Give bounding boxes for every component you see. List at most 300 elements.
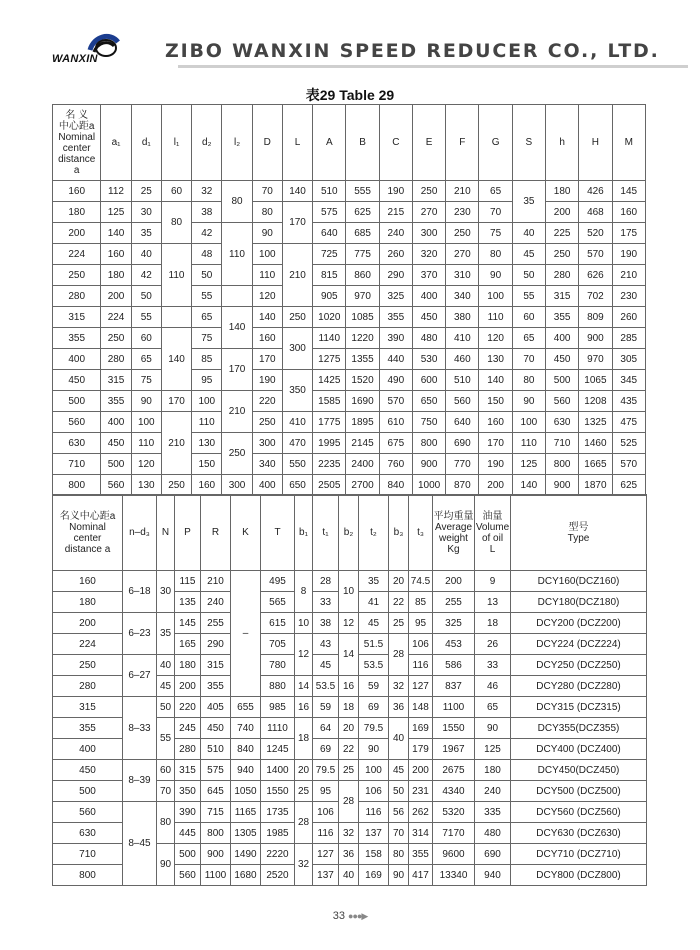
- table-cell: 468: [579, 202, 612, 223]
- table-cell: 158: [359, 844, 389, 865]
- table-cell: 53.5: [359, 655, 389, 676]
- table-cell: 50: [192, 265, 222, 286]
- table-cell: 510: [201, 739, 231, 760]
- table-cell: 260: [612, 307, 645, 328]
- table-cell: 145: [175, 613, 201, 634]
- header-cell: l₁: [161, 105, 191, 181]
- table-row: [53, 370, 646, 391]
- table-cell: 69: [359, 697, 389, 718]
- table-cell: 9600: [433, 844, 475, 865]
- table-cell: 75: [192, 328, 222, 349]
- table-cell: 450: [53, 370, 101, 391]
- table-cell: DCY160(DCZ160): [511, 571, 647, 592]
- header-cell: h: [546, 105, 579, 181]
- table-cell: 970: [579, 349, 612, 370]
- table-cell: 1550: [261, 781, 295, 802]
- table-cell: 65: [131, 349, 161, 370]
- table-cell: 45: [313, 655, 339, 676]
- table-cell: 1208: [579, 391, 612, 412]
- table-cell: 160: [479, 412, 512, 433]
- table-cell: 100: [192, 391, 222, 412]
- table-cell: 4340: [433, 781, 475, 802]
- header-cell: 名义中心距a Nominal center distance a: [53, 495, 123, 571]
- table-cell: 20: [389, 571, 409, 592]
- header-cell: b₁: [295, 495, 313, 571]
- table-cell: 6–23: [123, 613, 157, 655]
- table-cell: 1895: [346, 412, 379, 433]
- table-row: [53, 328, 646, 349]
- table-cell: 100: [131, 412, 161, 433]
- table-cell: 760: [379, 454, 412, 475]
- table-cell: 650: [412, 391, 445, 412]
- table-cell: 140: [512, 475, 545, 496]
- table-cell: 40: [389, 718, 409, 760]
- table-cell: 640: [313, 223, 346, 244]
- table-cell: 645: [201, 781, 231, 802]
- header-cell: T: [261, 495, 295, 571]
- table-cell: 8–33: [123, 697, 157, 760]
- table-cell: 125: [475, 739, 511, 760]
- table-cell: 224: [53, 244, 101, 265]
- table-cell: 6–27: [123, 655, 157, 697]
- table-row: [53, 181, 646, 202]
- table-cell: 100: [479, 286, 512, 307]
- table-cell: 250: [101, 328, 131, 349]
- table-cell: 170: [479, 433, 512, 454]
- table-cell: 985: [261, 697, 295, 718]
- table-cell: 740: [231, 718, 261, 739]
- table-cell: 80: [222, 181, 252, 223]
- table-cell: 940: [231, 760, 261, 781]
- table-cell: 800: [53, 865, 123, 886]
- table-cell: 90: [252, 223, 282, 244]
- table-cell: 80: [389, 844, 409, 865]
- table-cell: 16: [295, 697, 313, 718]
- table-cell: 1325: [579, 412, 612, 433]
- table-cell: 880: [261, 676, 295, 697]
- table-cell: 575: [313, 202, 346, 223]
- table-cell: 240: [379, 223, 412, 244]
- table-cell: 355: [53, 328, 101, 349]
- table-cell: 40: [339, 865, 359, 886]
- table-cell: 6–18: [123, 571, 157, 613]
- table-cell: 80: [252, 202, 282, 223]
- table-row: [53, 412, 646, 433]
- table-cell: 630: [53, 823, 123, 844]
- table-cell: 169: [359, 865, 389, 886]
- table-cell: 2520: [261, 865, 295, 886]
- table-cell: 550: [282, 454, 312, 475]
- table-cell: 140: [222, 307, 252, 349]
- table-cell: 38: [313, 613, 339, 634]
- table-cell: 38: [192, 202, 222, 223]
- table-cell: 80: [157, 802, 175, 844]
- table-cell: 675: [379, 433, 412, 454]
- table-cell: 110: [161, 244, 191, 307]
- table-cell: 510: [313, 181, 346, 202]
- table-cell: 79.5: [359, 718, 389, 739]
- table-cell: 65: [475, 697, 511, 718]
- table-cell: 18: [339, 697, 359, 718]
- table-cell: 170: [161, 391, 191, 412]
- table-cell: 60: [157, 760, 175, 781]
- table-cell: 35: [512, 181, 545, 223]
- header-cell: L: [282, 105, 312, 181]
- table-cell: 625: [612, 475, 645, 496]
- table-cell: 370: [412, 265, 445, 286]
- table-row: [53, 454, 646, 475]
- table-cell: 210: [282, 244, 312, 307]
- table-cell: 36: [389, 697, 409, 718]
- table-cell: 50: [131, 286, 161, 307]
- table-cell: 160: [53, 571, 123, 592]
- table-cell: 570: [379, 391, 412, 412]
- header-cell: 平均重量 Average weight Kg: [433, 495, 475, 571]
- table-cell: 16: [339, 676, 359, 697]
- table-cell: 55: [131, 307, 161, 328]
- table-cell: 300: [412, 223, 445, 244]
- table-row: [53, 613, 647, 634]
- table-cell: 40: [157, 655, 175, 676]
- table-cell: 500: [101, 454, 131, 475]
- logo-text: WANXIN: [52, 53, 98, 65]
- table-row: [53, 286, 646, 307]
- table-cell: 500: [53, 391, 101, 412]
- header-cell: d₂: [192, 105, 222, 181]
- table-cell: 410: [282, 412, 312, 433]
- table-cell: 335: [475, 802, 511, 823]
- table-cell: 35: [359, 571, 389, 592]
- table-cell: 127: [313, 844, 339, 865]
- table-cell: 355: [409, 844, 433, 865]
- table-cell: 450: [412, 307, 445, 328]
- table-cell: DCY450(DCZ450): [511, 760, 647, 781]
- table-cell: 315: [53, 697, 123, 718]
- table-cell: 355: [379, 307, 412, 328]
- table-cell: 250: [446, 223, 479, 244]
- table-cell: 225: [546, 223, 579, 244]
- table-cell: 46: [475, 676, 511, 697]
- table-cell: 110: [252, 265, 282, 286]
- table-cell: 79.5: [313, 760, 339, 781]
- table-cell: 1995: [313, 433, 346, 454]
- table-cell: 1775: [313, 412, 346, 433]
- table-cell: 1305: [231, 823, 261, 844]
- table-title: 表29 Table 29: [305, 87, 395, 103]
- table-cell: 1985: [261, 823, 295, 844]
- table-cell: DCY630 (DCZ630): [511, 823, 647, 844]
- table-cell: 110: [131, 433, 161, 454]
- table-cell: 405: [201, 697, 231, 718]
- table-cell: 130: [479, 349, 512, 370]
- table-cell: 8: [295, 571, 313, 613]
- table-row: [53, 223, 646, 244]
- table-cell: DCY315 (DCZ315): [511, 697, 647, 718]
- table-cell: 1165: [231, 802, 261, 823]
- table-cell: 90: [359, 739, 389, 760]
- table-cell: 630: [546, 412, 579, 433]
- table-cell: 390: [175, 802, 201, 823]
- table-cell: 160: [252, 328, 282, 349]
- table-cell: 380: [446, 307, 479, 328]
- table-cell: 70: [389, 823, 409, 844]
- table-cell: 32: [389, 676, 409, 697]
- table-cell: 350: [175, 781, 201, 802]
- page-header: [50, 28, 660, 70]
- table-cell: 190: [479, 454, 512, 475]
- table-cell: 10: [339, 571, 359, 613]
- table-cell: 60: [161, 181, 191, 202]
- table-cell: 64: [313, 718, 339, 739]
- table-cell: 450: [53, 760, 123, 781]
- table-cell: 8–39: [123, 760, 157, 802]
- table-cell: 310: [446, 265, 479, 286]
- table-cell: 410: [446, 328, 479, 349]
- table-cell: 65: [192, 307, 222, 328]
- table-cell: 702: [579, 286, 612, 307]
- table-cell: 1735: [261, 802, 295, 823]
- table-cell: 32: [339, 823, 359, 844]
- table-cell: 53.5: [313, 676, 339, 697]
- table-cell: 840: [379, 475, 412, 496]
- table-cell: 355: [53, 718, 123, 739]
- table-cell: 560: [53, 412, 101, 433]
- header-cell: N: [157, 495, 175, 571]
- table-cell: 75: [131, 370, 161, 391]
- table-cell: 2220: [261, 844, 295, 865]
- table-cell: 125: [512, 454, 545, 475]
- table-cell: 325: [433, 613, 475, 634]
- table-row: [53, 307, 646, 328]
- header-cell: d₁: [131, 105, 161, 181]
- table-cell: 80: [512, 370, 545, 391]
- table-cell: 400: [252, 475, 282, 496]
- table-cell: 180: [101, 265, 131, 286]
- table-cell: 200: [175, 676, 201, 697]
- table-row: [53, 571, 647, 592]
- table-cell: 127: [409, 676, 433, 697]
- table-cell: 815: [313, 265, 346, 286]
- table-cell: 106: [313, 802, 339, 823]
- table-cell: 12: [339, 613, 359, 634]
- table-cell: 190: [612, 244, 645, 265]
- table-cell: 250: [546, 244, 579, 265]
- table-cell: 170: [222, 349, 252, 391]
- table-cell: 1870: [579, 475, 612, 496]
- table-cell: 2700: [346, 475, 379, 496]
- table-cell: 120: [131, 454, 161, 475]
- header-cell: B: [346, 105, 379, 181]
- table-cell: 150: [479, 391, 512, 412]
- table-cell: 270: [412, 202, 445, 223]
- table-cell: 48: [192, 244, 222, 265]
- table-cell: 570: [612, 454, 645, 475]
- table-cell: 800: [546, 454, 579, 475]
- table-row: [53, 202, 646, 223]
- header-cell: t₃: [409, 495, 433, 571]
- table-cell: 140: [252, 307, 282, 328]
- table-cell: 90: [512, 391, 545, 412]
- table-cell: 160: [192, 475, 222, 496]
- table-cell: 355: [546, 307, 579, 328]
- header-cell: S: [512, 105, 545, 181]
- table-cell: 340: [252, 454, 282, 475]
- table-cell: 625: [346, 202, 379, 223]
- table-cell: 200: [546, 202, 579, 223]
- table-cell: 180: [475, 760, 511, 781]
- table-cell: 180: [546, 181, 579, 202]
- table-cell: 2675: [433, 760, 475, 781]
- table-cell: 60: [131, 328, 161, 349]
- table-cell: 250: [252, 412, 282, 433]
- table-cell: 315: [175, 760, 201, 781]
- table-row: [53, 391, 646, 412]
- table-cell: 12: [295, 634, 313, 676]
- table-cell: 95: [409, 613, 433, 634]
- table-cell: 970: [346, 286, 379, 307]
- table-cell: 285: [612, 328, 645, 349]
- table-cell: 800: [53, 475, 101, 496]
- table-cell: 710: [53, 454, 101, 475]
- table-cell: 240: [475, 781, 511, 802]
- table-cell: 210: [161, 412, 191, 475]
- table-cell: 45: [157, 676, 175, 697]
- table-cell: 25: [339, 760, 359, 781]
- table-cell: 650: [282, 475, 312, 496]
- table-cell: 90: [131, 391, 161, 412]
- table-cell: 560: [546, 391, 579, 412]
- table-cell: 690: [475, 844, 511, 865]
- table-cell: 355: [201, 676, 231, 697]
- table-cell: 260: [379, 244, 412, 265]
- table-cell: 315: [101, 370, 131, 391]
- table-cell: 28: [339, 781, 359, 823]
- table-cell: 470: [282, 433, 312, 454]
- table-cell: 26: [475, 634, 511, 655]
- table-cell: 555: [346, 181, 379, 202]
- table-cell: 32: [295, 844, 313, 886]
- table-cell: 120: [479, 328, 512, 349]
- table-cell: 100: [252, 244, 282, 265]
- table-cell: 230: [612, 286, 645, 307]
- table-cell: 200: [479, 475, 512, 496]
- header-cell: t₁: [313, 495, 339, 571]
- table-cell: 1100: [433, 697, 475, 718]
- table-cell: 340: [446, 286, 479, 307]
- table-cell: 345: [612, 370, 645, 391]
- table-cell: 20: [295, 760, 313, 781]
- table-cell: 400: [101, 412, 131, 433]
- table-cell: 110: [512, 433, 545, 454]
- table-cell: 35: [131, 223, 161, 244]
- header-cell: G: [479, 105, 512, 181]
- header-cell: P: [175, 495, 201, 571]
- table-row: [53, 244, 646, 265]
- table-cell: 110: [192, 412, 222, 433]
- header-cell: n–d₃: [123, 495, 157, 571]
- table-cell: 705: [261, 634, 295, 655]
- table-cell: 90: [475, 718, 511, 739]
- table-cell: 14: [339, 634, 359, 676]
- table-cell: 475: [612, 412, 645, 433]
- table-cell: 905: [313, 286, 346, 307]
- table-row: [53, 697, 647, 718]
- table-cell: 280: [53, 676, 123, 697]
- table-cell: 200: [53, 223, 101, 244]
- table-cell: 586: [433, 655, 475, 676]
- table-cell: 640: [446, 412, 479, 433]
- table-cell: 41: [359, 592, 389, 613]
- header-cell: 名 义 中心距a Nominal center distance a: [53, 105, 101, 181]
- table-cell: 170: [282, 202, 312, 244]
- table-cell: 65: [512, 328, 545, 349]
- table-cell: 510: [446, 370, 479, 391]
- table-cell: 615: [261, 613, 295, 634]
- table-cell: 715: [201, 802, 231, 823]
- table-cell: 500: [175, 844, 201, 865]
- table-cell: 1275: [313, 349, 346, 370]
- table-cell: 1665: [579, 454, 612, 475]
- table-cell: 35: [157, 613, 175, 655]
- table-cell: 116: [313, 823, 339, 844]
- table-cell: 417: [409, 865, 433, 886]
- table-cell: 20: [339, 718, 359, 739]
- table-cell: 45: [359, 613, 389, 634]
- table-cell: 179: [409, 739, 433, 760]
- table-cell: 315: [546, 286, 579, 307]
- table-cell: 1020: [313, 307, 346, 328]
- table-cell: 70: [479, 202, 512, 223]
- table-cell: 480: [475, 823, 511, 844]
- table-cell: 780: [261, 655, 295, 676]
- table-cell: 5320: [433, 802, 475, 823]
- table-cell: 180: [53, 592, 123, 613]
- header-divider: [178, 65, 688, 68]
- table-cell: 56: [389, 802, 409, 823]
- table-cell: 1000: [412, 475, 445, 496]
- table-cell: 315: [53, 307, 101, 328]
- table-cell: 7170: [433, 823, 475, 844]
- table-cell: 90: [157, 844, 175, 886]
- table-cell: 50: [157, 697, 175, 718]
- table-cell: DCY180(DCZ180): [511, 592, 647, 613]
- header-cell: R: [201, 495, 231, 571]
- table-cell: 280: [53, 286, 101, 307]
- table-cell: 40: [131, 244, 161, 265]
- table-cell: 210: [222, 391, 252, 433]
- header-cell: 型号 Type: [511, 495, 647, 571]
- table-cell: 215: [379, 202, 412, 223]
- table-cell: 900: [412, 454, 445, 475]
- table-cell: 95: [313, 781, 339, 802]
- table-cell: 169: [409, 718, 433, 739]
- header-cell: C: [379, 105, 412, 181]
- header-cell: t₂: [359, 495, 389, 571]
- table-cell: 22: [389, 592, 409, 613]
- table-cell: 60: [512, 307, 545, 328]
- table-cell: 59: [359, 676, 389, 697]
- table-cell: 140: [282, 181, 312, 202]
- table-cell: 809: [579, 307, 612, 328]
- header-cell: l₂: [222, 105, 252, 181]
- table-cell: 800: [412, 433, 445, 454]
- table-cell: 775: [346, 244, 379, 265]
- table-cell: 33: [475, 655, 511, 676]
- table-cell: 90: [479, 265, 512, 286]
- table-cell: 116: [359, 802, 389, 823]
- table-cell: 106: [409, 634, 433, 655]
- table-cell: –: [231, 571, 261, 697]
